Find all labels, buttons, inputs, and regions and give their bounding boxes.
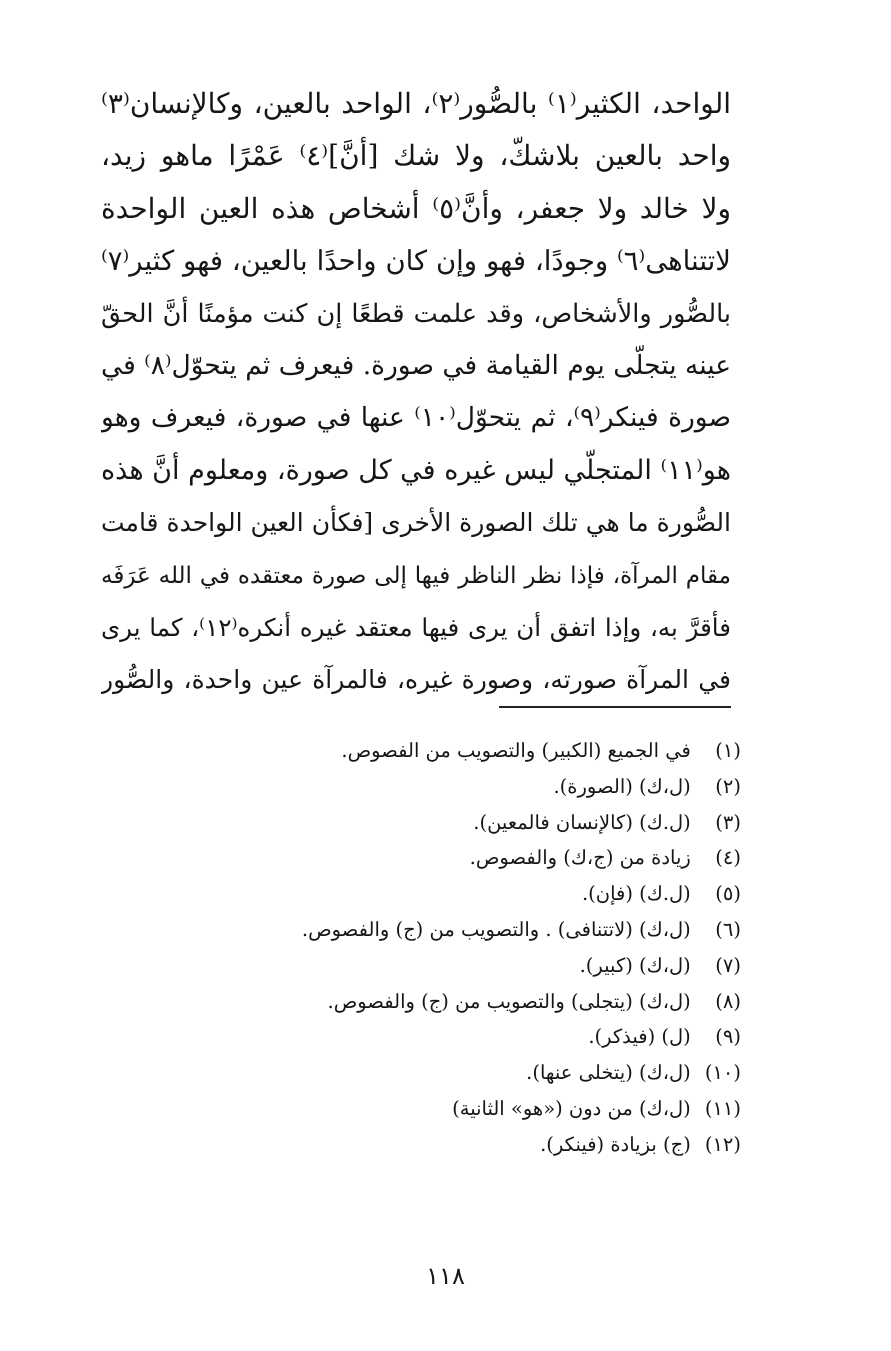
main-text bbox=[101, 78, 731, 707]
footnote bbox=[121, 733, 741, 769]
footnote-text: (ل،ك) (يتجلى) والتصويب من (ج) والفصوص. bbox=[327, 989, 691, 1013]
text-line: في المرآة صورته، وصورة غيره، فالمرآة عين واحدة، والصُّور bbox=[101, 665, 731, 695]
footnote-text: (ل.ك) (كالإنسان فالمعين). bbox=[473, 810, 691, 834]
footnote-number: (٤) bbox=[715, 846, 741, 870]
footnote-text: (ل،ك) من دون («هو» الثانية) bbox=[452, 1096, 691, 1120]
footnote-text: (ل،ك) (لاتتنافى) . والتصويب من (ج) والفصوص. bbox=[301, 917, 691, 941]
footnotes bbox=[121, 733, 741, 1163]
footnote bbox=[121, 840, 741, 876]
text-line: الصُّورة ما هي تلك الصورة الأخرى [فكأن العين الواحدة قامت bbox=[101, 508, 731, 538]
footnote-number: (٥) bbox=[715, 882, 741, 906]
footnote-number: (٨) bbox=[715, 989, 741, 1013]
footnote-number: (٧) bbox=[715, 953, 741, 977]
footnote bbox=[121, 1019, 741, 1055]
text-line: بالصُّور والأشخاص، وقد علمت قطعًا إن كنت مؤمنًا أنَّ الحقّ bbox=[101, 298, 731, 329]
footnote-text: (ل) (فيذكر). bbox=[588, 1025, 691, 1049]
footnote-number: (١٠) bbox=[704, 1061, 741, 1085]
footnote bbox=[121, 876, 741, 912]
text-line: ولا خالد ولا جعفر، وأنَّ⁽٥⁾ أشخاص هذه العين الواحدة bbox=[101, 191, 731, 225]
text-line: فأقرَّ به، وإذا اتفق أن يرى فيها معتقد غيره أنكره⁽١٢⁾، كما يرى bbox=[101, 613, 731, 643]
text-line: صورة فينكر⁽٩⁾، ثم يتحوّل⁽١٠⁾ عنها في صورة، فيعرف وهو bbox=[101, 402, 731, 434]
footnote-number: (١٢) bbox=[704, 1132, 741, 1156]
footnote-number: (٣) bbox=[715, 810, 741, 834]
footnote bbox=[121, 769, 741, 805]
footnote-number: (١١) bbox=[704, 1096, 741, 1120]
text-line: عينه يتجلّى يوم القيامة في صورة. فيعرف ثم يتحوّل⁽٨⁾ في bbox=[101, 350, 731, 382]
footnote-text: في الجميع (الكبير) والتصويب من الفصوص. bbox=[341, 739, 691, 762]
footnote bbox=[121, 948, 741, 984]
footnote bbox=[121, 1091, 741, 1127]
footnote-text: (ج) بزيادة (فينكر). bbox=[540, 1132, 691, 1156]
footnote-text: (ل،ك) (الصورة). bbox=[553, 774, 691, 798]
footnote bbox=[121, 912, 741, 948]
footnote-text: زيادة من (ج،ك) والفصوص. bbox=[469, 846, 691, 870]
footnote-separator bbox=[499, 706, 731, 708]
text-line: واحد بالعين بلاشكّ، ولا شك [أنَّ]⁽٤⁾ عَمْرًا ماهو زيد، bbox=[101, 139, 731, 173]
text-line: مقام المرآة، فإذا نظر الناظر فيها إلى صورة معتقده في الله عَرَفَه bbox=[101, 562, 731, 589]
footnote bbox=[121, 805, 741, 841]
footnote-text: (ل.ك) (فإن). bbox=[581, 882, 691, 906]
footnote-number: (٩) bbox=[715, 1025, 741, 1049]
page-number: ١١٨ bbox=[426, 1262, 465, 1290]
footnote-number: (١) bbox=[715, 739, 741, 762]
footnote-text: (ل،ك) (يتخلى عنها). bbox=[526, 1061, 691, 1085]
footnote bbox=[121, 984, 741, 1020]
text-line: لاتتناهى⁽٦⁾ وجودًا، فهو وإن كان واحدًا بالعين، فهو كثير⁽٧⁾ bbox=[101, 245, 731, 278]
text-line: هو⁽١١⁾ المتجلّي ليس غيره في كل صورة، ومعلوم أنَّ هذه bbox=[101, 454, 731, 486]
footnote bbox=[121, 1127, 741, 1163]
footnote bbox=[121, 1055, 741, 1091]
text-line: الواحد، الكثير⁽١⁾ بالصُّور⁽٢⁾، الواحد بالعين، وكالإنسان⁽٣⁾ bbox=[101, 87, 731, 120]
footnote-number: (٦) bbox=[715, 917, 741, 941]
footnote-text: (ل،ك) (كبير). bbox=[579, 953, 691, 977]
footnote-number: (٢) bbox=[715, 774, 741, 798]
